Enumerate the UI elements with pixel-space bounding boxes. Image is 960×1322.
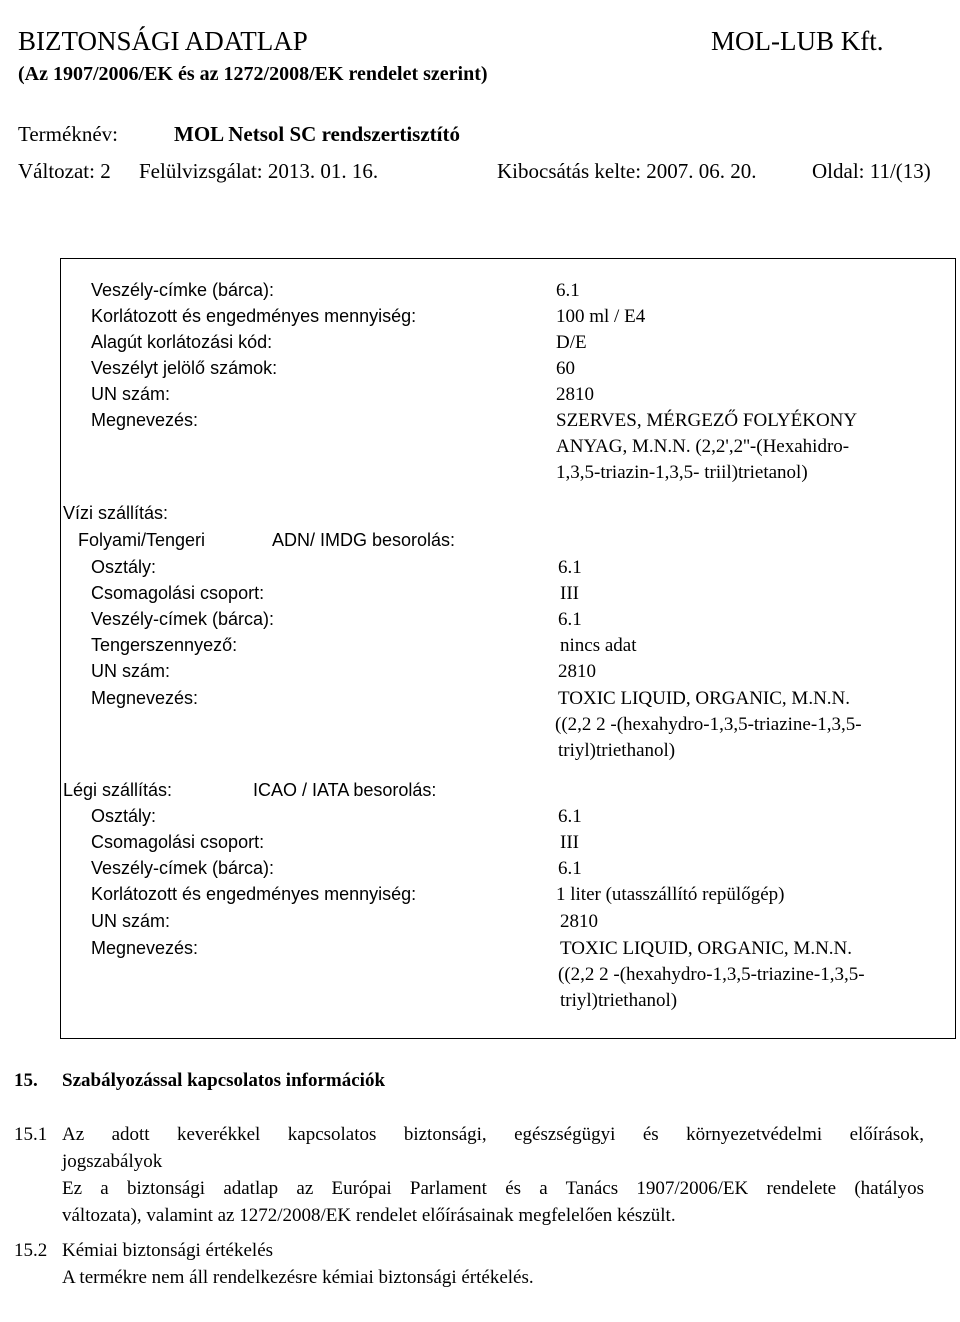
water-value-2: 6.1: [558, 609, 582, 630]
version-info: Változat: 2: [18, 159, 111, 183]
road-label-5: Megnevezés:: [91, 410, 199, 430]
air-label-2: Veszély-címek (bárca):: [91, 858, 275, 878]
page-number: Oldal: 11/(13): [812, 159, 931, 183]
road-value-2: D/E: [556, 332, 587, 353]
air-value-1: III: [560, 832, 579, 853]
section-15-title: Szabályozással kapcsolatos információk: [62, 1070, 386, 1091]
water-label-3: Tengerszennyező:: [91, 635, 238, 655]
road-name-line2: ANYAG, M.N.N. (2,2',2''-(Hexahidro-: [556, 436, 850, 457]
water-value-0: 6.1: [558, 557, 582, 578]
company-name: MOL-LUB Kft.: [711, 26, 884, 56]
section-15-2-text: A termékre nem áll rendelkezésre kémiai biztonsági értékelés.: [62, 1267, 534, 1288]
product-label: Terméknév:: [18, 122, 118, 146]
road-label-4: UN szám:: [91, 384, 171, 404]
water-value-3: nincs adat: [560, 635, 637, 656]
section-15-1-line2: jogszabályok: [62, 1151, 163, 1172]
water-name-line2: ((2,2 2 -(hexahydro-1,3,5-triazine-1,3,5-: [555, 714, 862, 735]
road-value-0: 6.1: [556, 280, 580, 301]
water-sub-left: Folyami/Tengeri: [78, 530, 206, 550]
water-label-0: Osztály:: [91, 557, 157, 577]
air-label-4: UN szám:: [91, 911, 171, 931]
water-heading: Vízi szállítás:: [63, 503, 169, 523]
road-name-line3: 1,3,5-triazin-1,3,5- triil)trietanol): [556, 462, 808, 483]
water-name-line3: triyl)triethanol): [558, 740, 676, 761]
air-heading: Légi szállítás:: [63, 780, 173, 800]
air-value-3: 1 liter (utasszállító repülőgép): [556, 884, 785, 905]
section-15-number: 15.: [14, 1070, 38, 1091]
water-label-1: Csomagolási csoport:: [91, 583, 265, 603]
road-label-1: Korlátozott és engedményes mennyiség:: [91, 306, 417, 326]
section-15-1-number: 15.1: [14, 1124, 48, 1145]
air-sub-right: ICAO / IATA besorolás:: [253, 780, 437, 800]
road-value-1: 100 ml / E4: [556, 306, 646, 327]
issue-date: Kibocsátás kelte: 2007. 06. 20.: [497, 159, 757, 183]
document-title: BIZTONSÁGI ADATLAP: [18, 26, 308, 56]
road-value-5: SZERVES, MÉRGEZŐ FOLYÉKONY: [556, 410, 858, 431]
section-15-2-number: 15.2: [14, 1240, 48, 1261]
section-15-2-title: Kémiai biztonsági értékelés: [62, 1240, 274, 1261]
section-15-1-line4: változata), valamint az 1272/2008/EK rendelet előírásainak megfelelően készült.: [62, 1205, 676, 1226]
air-value-0: 6.1: [558, 806, 582, 827]
water-label-2: Veszély-címek (bárca):: [91, 609, 275, 629]
road-label-2: Alagút korlátozási kód:: [91, 332, 273, 352]
air-value-4: 2810: [560, 911, 598, 932]
water-label-5: Megnevezés:: [91, 688, 199, 708]
regulation-note: (Az 1907/2006/EK és az 1272/2008/EK rendelet szerint): [18, 63, 488, 85]
water-value-4: 2810: [558, 661, 596, 682]
product-name: MOL Netsol SC rendszertisztító: [174, 122, 460, 146]
air-label-1: Csomagolási csoport:: [91, 832, 265, 852]
air-label-5: Megnevezés:: [91, 938, 199, 958]
air-label-0: Osztály:: [91, 806, 157, 826]
air-name-line2: ((2,2 2 -(hexahydro-1,3,5-triazine-1,3,5-: [558, 964, 865, 985]
air-label-3: Korlátozott és engedményes mennyiség:: [91, 884, 417, 904]
road-value-3: 60: [556, 358, 575, 379]
water-sub-right: ADN/ IMDG besorolás:: [272, 530, 456, 550]
water-value-1: III: [560, 583, 579, 604]
revision-date: Felülvizsgálat: 2013. 01. 16.: [139, 159, 379, 183]
road-value-4: 2810: [556, 384, 594, 405]
air-value-5: TOXIC LIQUID, ORGANIC, M.N.N.: [560, 938, 853, 959]
section-15-1-line3: Ez a biztonsági adatlap az Európai Parlament és a Tanács 1907/2006/EK rendelete (hatályos: [62, 1178, 924, 1199]
air-value-2: 6.1: [558, 858, 582, 879]
air-name-line3: triyl)triethanol): [560, 990, 678, 1011]
water-label-4: UN szám:: [91, 661, 171, 681]
water-value-5: TOXIC LIQUID, ORGANIC, M.N.N.: [558, 688, 851, 709]
section-15-1-line1: Az adott keverékkel kapcsolatos biztonsági, egészségügyi és környezetvédelmi előírások,: [62, 1124, 924, 1145]
road-label-0: Veszély-címke (bárca):: [91, 280, 275, 300]
road-label-3: Veszélyt jelölő számok:: [91, 358, 278, 378]
